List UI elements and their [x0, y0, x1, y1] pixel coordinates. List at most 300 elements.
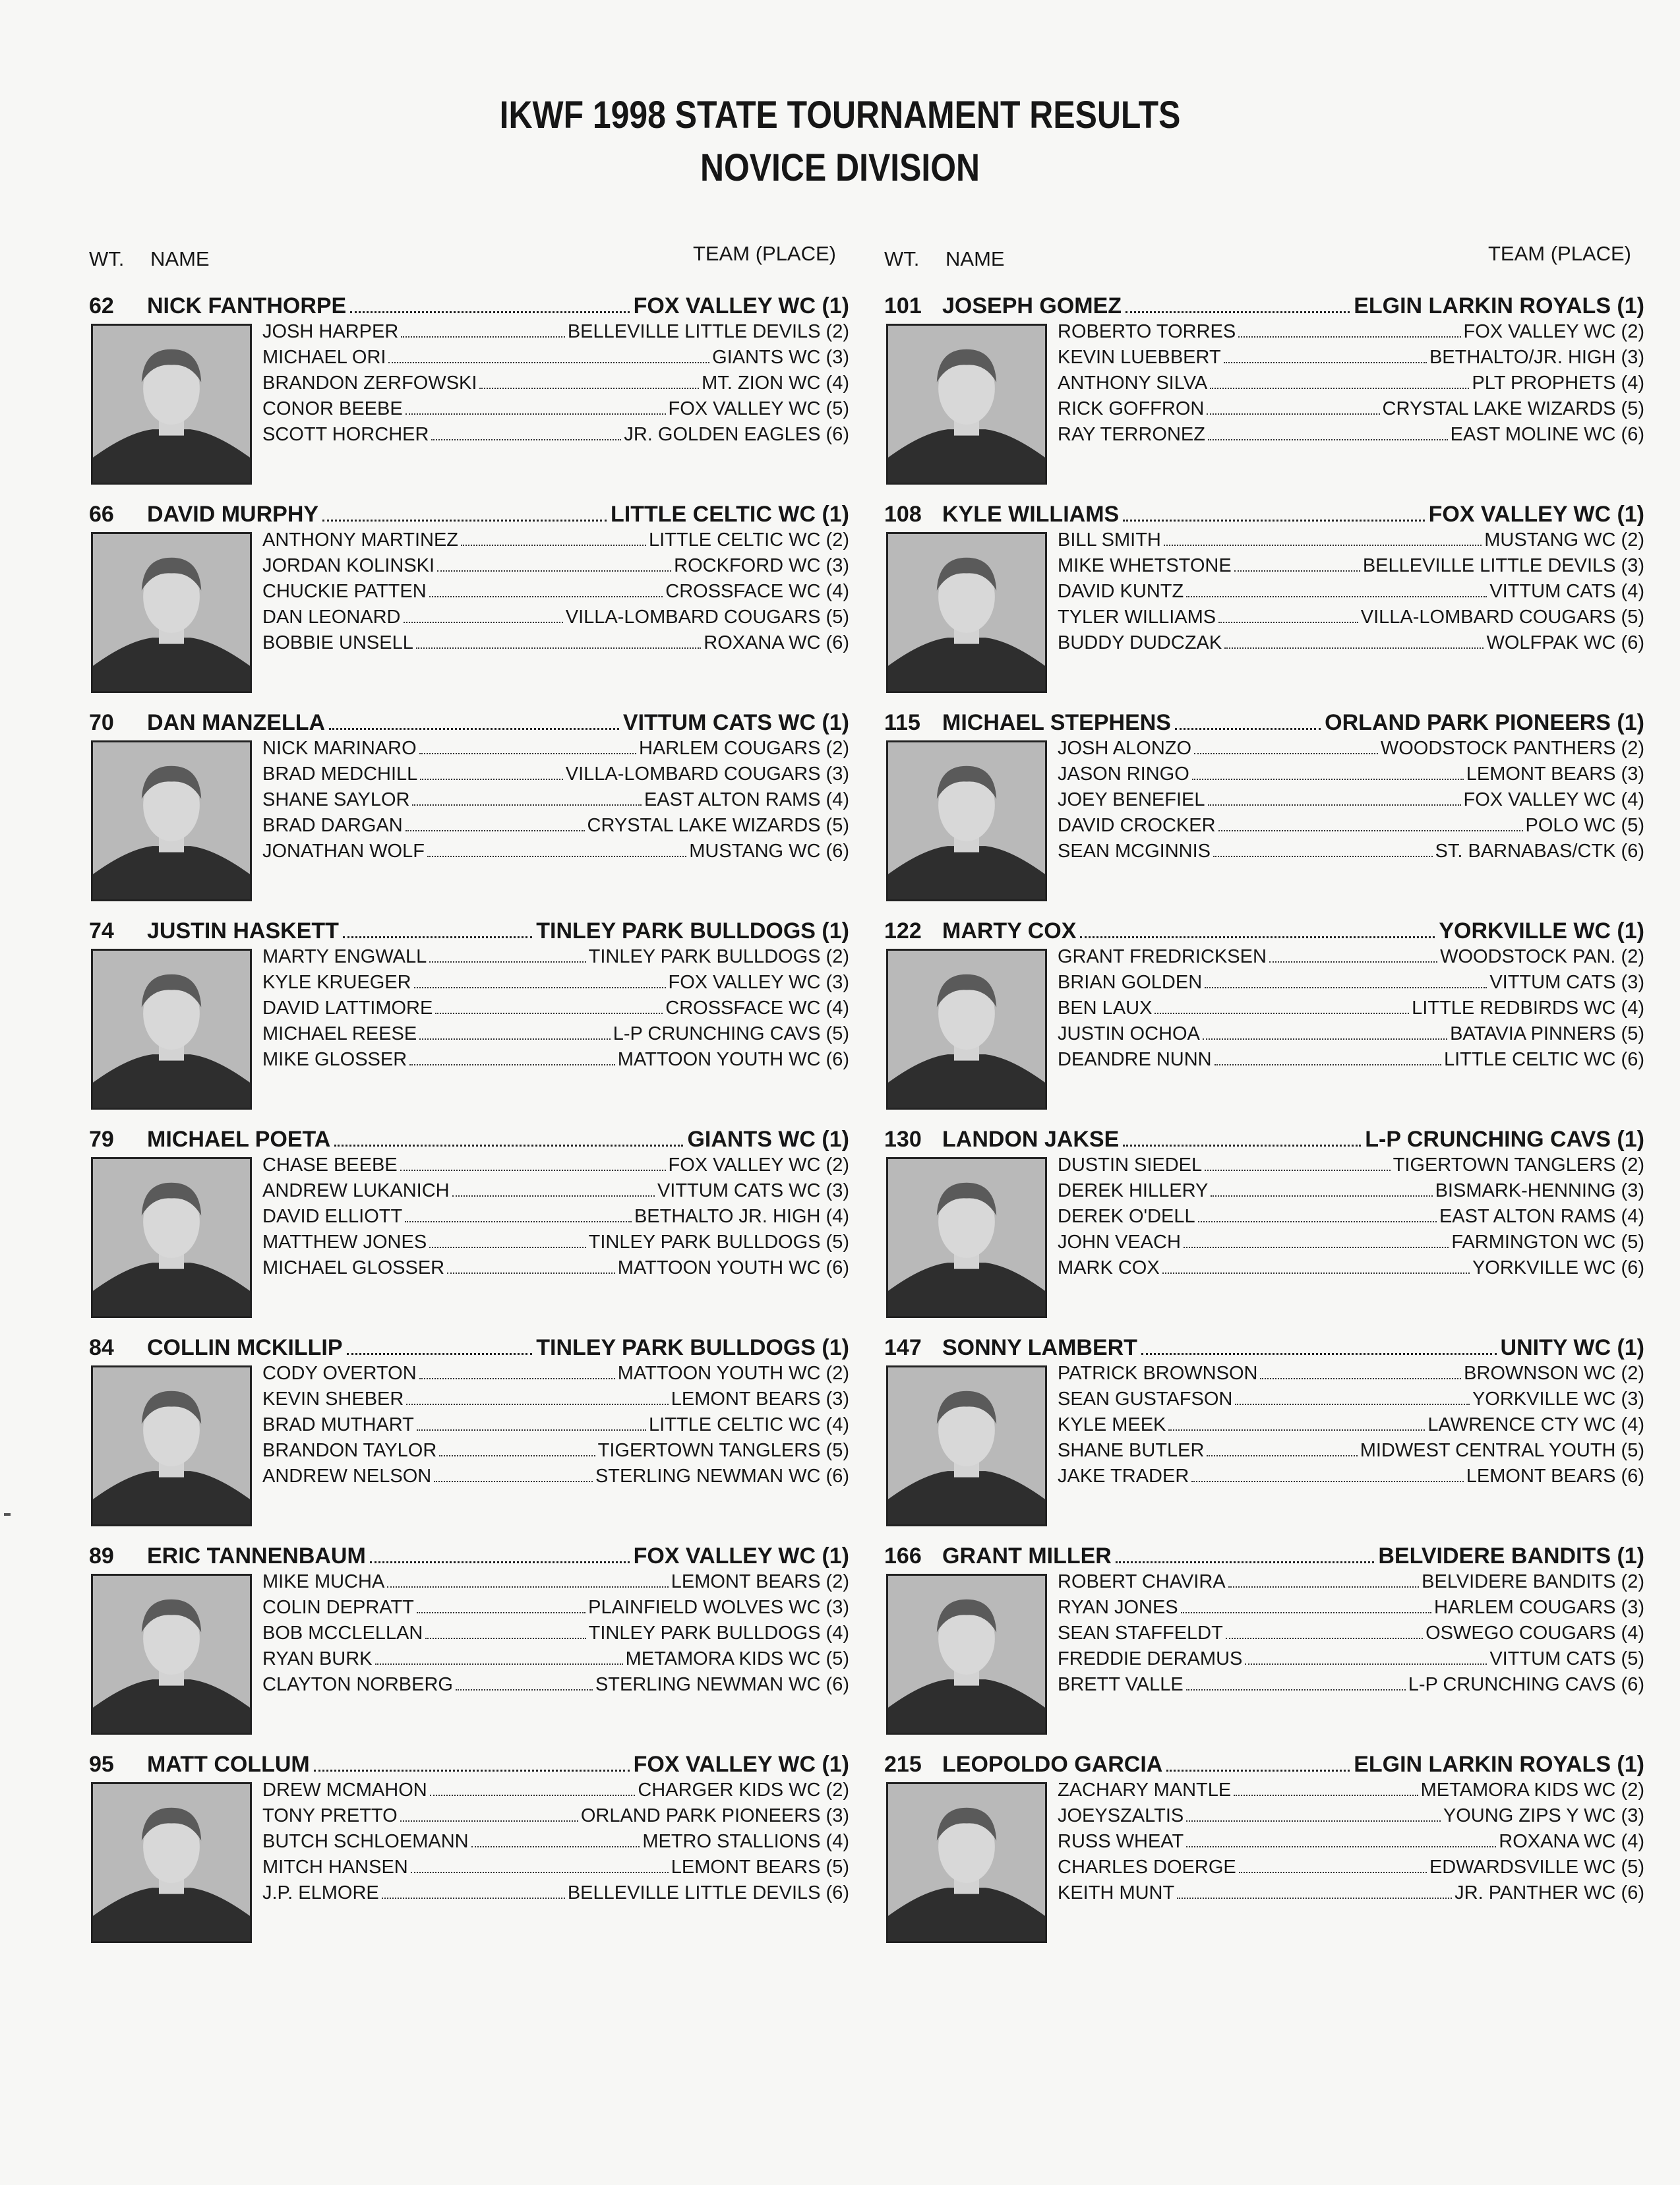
placer-row [1058, 1674, 1644, 1700]
placer-name: J.P. ELMORE [262, 1882, 379, 1903]
placer-name: CLAYTON NORBERG [262, 1674, 453, 1695]
leader-dots [1186, 1807, 1441, 1822]
leader-dots [456, 1676, 593, 1691]
placer-team: JR. PANTHER WC (6) [1455, 1882, 1644, 1903]
placer-row [1058, 738, 1644, 763]
placer-row [1058, 1466, 1644, 1491]
placer-name: DAVID CROCKER [1058, 815, 1216, 836]
placer-name: GRANT FREDRICKSEN [1058, 946, 1267, 967]
champion-photo [886, 1574, 1047, 1735]
leader-dots [405, 1208, 632, 1222]
weight-label: 74 [89, 918, 114, 943]
placer-team: TIGERTOWN TANGLERS (5) [597, 1440, 849, 1461]
placer-team: TINLEY PARK BULLDOGS (2) [588, 946, 849, 967]
placer-row [262, 424, 849, 450]
leader-dots [1224, 349, 1427, 363]
champion-name: GRANT MILLER [942, 1543, 1112, 1569]
placer-team: ROXANA WC (6) [704, 632, 849, 653]
placer-row [262, 1206, 849, 1232]
placer-name: MIKE GLOSSER [262, 1049, 407, 1070]
header-wt: WT. [884, 247, 920, 270]
placer-name: BOB MCCLELLAN [262, 1623, 423, 1644]
placer-row [1058, 373, 1644, 398]
placers-list [262, 1571, 849, 1700]
placers-list [1058, 1154, 1644, 1283]
leader-dots [461, 531, 646, 546]
placer-row [1058, 1363, 1644, 1389]
leader-dots [1186, 1833, 1496, 1847]
weight-class-101 [880, 293, 1644, 498]
placer-team: STERLING NEWMAN WC (6) [595, 1466, 849, 1487]
leader-dots [1116, 1545, 1375, 1563]
champion-row [84, 918, 849, 946]
champion-team: TINLEY PARK BULLDOGS (1) [536, 1335, 849, 1360]
placer-name: ANTHONY MARTINEZ [262, 529, 459, 551]
weight-class-89 [84, 1543, 849, 1748]
placer-row [262, 529, 849, 555]
placer-name: JONATHAN WOLF [262, 841, 425, 862]
placer-team: LITTLE CELTIC WC (6) [1444, 1049, 1644, 1070]
weight-label: 130 [884, 1127, 922, 1152]
champion-name: DAVID MURPHY [147, 502, 319, 527]
placer-name: MATTHEW JONES [262, 1232, 427, 1253]
placer-team: VITTUM CATS WC (3) [657, 1180, 849, 1201]
placers-list [1058, 1363, 1644, 1491]
right-column [880, 241, 1644, 1903]
champion-team: VITTUM CATS WC (1) [622, 710, 849, 735]
weight-class-70 [84, 710, 849, 914]
placer-row [262, 789, 849, 815]
placer-row [1058, 1257, 1644, 1283]
placer-team: WOODSTOCK PANTHERS (2) [1380, 738, 1644, 759]
placer-row [1058, 1206, 1644, 1232]
leader-dots [1123, 1129, 1361, 1147]
champion-row [84, 1543, 849, 1571]
placers-list [1058, 738, 1644, 866]
placer-team: CRYSTAL LAKE WIZARDS (5) [587, 815, 849, 836]
placer-team: EAST MOLINE WC (6) [1450, 424, 1644, 445]
placer-row [262, 763, 849, 789]
placer-team: GIANTS WC (3) [712, 347, 849, 368]
placer-team: VITTUM CATS (3) [1489, 972, 1644, 993]
leader-dots [400, 1156, 666, 1171]
placer-row [262, 1232, 849, 1257]
placer-row [262, 998, 849, 1023]
placer-team: LEMONT BEARS (3) [1466, 763, 1644, 785]
placer-row [1058, 1648, 1644, 1674]
placer-row [262, 815, 849, 841]
placer-team: POLO WC (5) [1525, 815, 1644, 836]
placer-name: BRAD DARGAN [262, 815, 403, 836]
champion-name: MICHAEL STEPHENS [942, 710, 1171, 735]
placer-row [262, 1857, 849, 1882]
placer-team: MATTOON YOUTH WC (2) [617, 1363, 849, 1384]
placer-name: JUSTIN OCHOA [1058, 1023, 1200, 1044]
champion-name: DAN MANZELLA [147, 710, 326, 735]
placer-row [262, 321, 849, 347]
weight-label: 122 [884, 918, 922, 943]
placer-name: DAVID ELLIOTT [262, 1206, 403, 1227]
column-header [84, 241, 849, 274]
placer-row [262, 972, 849, 998]
placer-team: LEMONT BEARS (5) [671, 1857, 849, 1878]
placer-name: ROBERTO TORRES [1058, 321, 1236, 342]
weight-label: 215 [884, 1752, 922, 1777]
leader-dots [479, 374, 699, 389]
title-line-2: NOVICE DIVISION [700, 146, 980, 189]
champion-name: COLLIN MCKILLIP [147, 1335, 343, 1360]
placer-row [1058, 841, 1644, 866]
placer-team: MIDWEST CENTRAL YOUTH (5) [1360, 1440, 1644, 1461]
placer-row [1058, 1857, 1644, 1882]
leader-dots [412, 791, 641, 806]
champion-name: ERIC TANNENBAUM [147, 1543, 366, 1569]
leader-dots [1203, 1025, 1447, 1040]
weight-label: 147 [884, 1335, 922, 1360]
leader-dots [1175, 712, 1321, 730]
champion-photo [886, 1782, 1047, 1943]
placer-name: BRETT VALLE [1058, 1674, 1184, 1695]
placers-list [1058, 1780, 1644, 1908]
placer-team: METAMORA KIDS WC (2) [1420, 1780, 1644, 1801]
placer-name: RYAN BURK [262, 1648, 373, 1669]
champion-photo [886, 1157, 1047, 1318]
champion-photo [886, 1365, 1047, 1526]
placer-name: BRANDON TAYLOR [262, 1440, 437, 1461]
champion-row [880, 1127, 1644, 1154]
champion-team: UNITY WC (1) [1500, 1335, 1644, 1360]
placer-team: CROSSFACE WC (4) [665, 998, 849, 1019]
placer-row [1058, 1805, 1644, 1831]
placer-row [262, 841, 849, 866]
placer-name: JOSH HARPER [262, 321, 399, 342]
leader-dots [405, 817, 585, 831]
weight-label: 95 [89, 1752, 114, 1777]
champion-team: YORKVILLE WC (1) [1439, 918, 1644, 943]
placers-list [262, 1154, 849, 1283]
weight-class-215 [880, 1752, 1644, 1956]
placer-team: FOX VALLEY WC (4) [1463, 789, 1644, 810]
placer-row [262, 1180, 849, 1206]
leader-dots [388, 349, 709, 363]
placers-list [262, 1780, 849, 1908]
leader-dots [430, 1781, 636, 1796]
header-team: TEAM (PLACE) [1487, 242, 1631, 265]
leader-dots [1207, 400, 1379, 415]
placer-team: ST. BARNABAS/CTK (6) [1435, 841, 1644, 862]
placer-team: LAWRENCE CTY WC (4) [1427, 1414, 1644, 1435]
placer-team: JR. GOLDEN EAGLES (6) [624, 424, 849, 445]
weight-label: 70 [89, 710, 114, 735]
champion-photo [91, 1782, 252, 1943]
champion-team: ELGIN LARKIN ROYALS (1) [1354, 1752, 1644, 1777]
placer-team: LITTLE REDBIRDS WC (4) [1412, 998, 1644, 1019]
champion-name: MICHAEL POETA [147, 1127, 331, 1152]
placer-row [262, 1257, 849, 1283]
placer-row [262, 738, 849, 763]
leader-dots [347, 1337, 533, 1355]
placer-name: ANTHONY SILVA [1058, 373, 1208, 394]
champion-name: KYLE WILLIAMS [942, 502, 1120, 527]
placer-team: YOUNG ZIPS Y WC (3) [1443, 1805, 1644, 1826]
placer-name: KEITH MUNT [1058, 1882, 1175, 1903]
placer-row [262, 1831, 849, 1857]
leader-dots [1218, 609, 1358, 623]
placer-team: YORKVILLE WC (3) [1472, 1389, 1644, 1410]
placer-row [1058, 1882, 1644, 1908]
placer-row [262, 347, 849, 373]
champion-photo [91, 740, 252, 901]
leader-dots [1205, 1156, 1390, 1171]
placer-team: BELLEVILLE LITTLE DEVILS (6) [567, 1882, 849, 1903]
placer-team: BETHALTO JR. HIGH (4) [634, 1206, 849, 1227]
leader-dots [411, 1859, 669, 1873]
weight-class-147 [880, 1335, 1644, 1540]
placer-row [262, 607, 849, 632]
weight-label: 62 [89, 293, 114, 318]
placer-team: FOX VALLEY WC (5) [668, 398, 849, 419]
leader-dots [375, 1650, 623, 1665]
leader-dots [387, 1573, 669, 1588]
leader-dots [429, 1234, 585, 1248]
placer-name: RAY TERRONEZ [1058, 424, 1205, 445]
placer-row [1058, 1232, 1644, 1257]
leader-dots [1198, 1208, 1437, 1222]
placer-row [262, 1805, 849, 1831]
champion-row [880, 502, 1644, 529]
placer-name: BRAD MEDCHILL [262, 763, 418, 785]
champion-team: FOX VALLEY WC (1) [1428, 502, 1644, 527]
placer-name: NICK MARINARO [262, 738, 417, 759]
champion-row [880, 1335, 1644, 1363]
placer-name: RYAN JONES [1058, 1597, 1178, 1618]
leader-dots [1234, 557, 1360, 572]
leader-dots [1164, 531, 1482, 546]
placer-name: RICK GOFFRON [1058, 398, 1205, 419]
placer-name: SHANE BUTLER [1058, 1440, 1205, 1461]
champion-photo [886, 949, 1047, 1110]
placer-team: VILLA-LOMBARD COUGARS (5) [565, 607, 849, 628]
champion-row [84, 293, 849, 321]
placer-team: CRYSTAL LAKE WIZARDS (5) [1382, 398, 1644, 419]
left-column [84, 241, 849, 1903]
placer-team: CROSSFACE WC (4) [665, 581, 849, 602]
placer-name: DREW MCMAHON [262, 1780, 427, 1801]
leader-dots [382, 1884, 565, 1899]
leader-dots [1181, 1599, 1431, 1613]
leader-dots [1168, 1416, 1425, 1431]
placer-name: MIKE WHETSTONE [1058, 555, 1232, 576]
leader-dots [1155, 1000, 1409, 1014]
placer-team: MT. ZION WC (4) [702, 373, 849, 394]
weight-class-62 [84, 293, 849, 498]
leader-dots [1177, 1884, 1452, 1899]
placer-team: VILLA-LOMBARD COUGARS (3) [565, 763, 849, 785]
placer-row [262, 1023, 849, 1049]
weight-class-108 [880, 502, 1644, 706]
placer-name: JOEY BENEFIEL [1058, 789, 1205, 810]
placer-name: COLIN DEPRATT [262, 1597, 414, 1618]
placer-name: ANDREW NELSON [262, 1466, 432, 1487]
placers-list [262, 529, 849, 658]
placer-team: BELLEVILLE LITTLE DEVILS (3) [1362, 555, 1644, 576]
champion-photo [91, 324, 252, 485]
champion-team: ELGIN LARKIN ROYALS (1) [1354, 293, 1644, 318]
champion-name: LANDON JAKSE [942, 1127, 1120, 1152]
placer-team: YORKVILLE WC (6) [1472, 1257, 1644, 1278]
placer-name: ROBERT CHAVIRA [1058, 1571, 1226, 1592]
leader-dots [437, 557, 671, 572]
header-wt: WT. [89, 247, 125, 270]
placer-row [1058, 529, 1644, 555]
champion-photo [91, 1157, 252, 1318]
placer-name: BRAD MUTHART [262, 1414, 414, 1435]
placer-name: BRIAN GOLDEN [1058, 972, 1203, 993]
placer-row [1058, 555, 1644, 581]
placer-row [1058, 763, 1644, 789]
placer-row [1058, 1414, 1644, 1440]
leader-dots [447, 1259, 615, 1274]
champion-name: MATT COLLUM [147, 1752, 310, 1777]
placer-name: SCOTT HORCHER [262, 424, 429, 445]
placer-name: BUTCH SCHLOEMANN [262, 1831, 469, 1852]
placer-row [1058, 347, 1644, 373]
placer-name: DUSTIN SIEDEL [1058, 1154, 1203, 1176]
leader-dots [1191, 1468, 1464, 1482]
placer-team: FOX VALLEY WC (2) [1463, 321, 1644, 342]
leader-dots [417, 1599, 585, 1613]
leader-dots [1186, 1676, 1406, 1691]
weight-label: 79 [89, 1127, 114, 1152]
placer-team: PLT PROPHETS (4) [1472, 373, 1644, 394]
champion-name: JOSEPH GOMEZ [942, 293, 1122, 318]
placer-name: BRANDON ZERFOWSKI [262, 373, 477, 394]
weight-class-166 [880, 1543, 1644, 1748]
champion-photo [886, 532, 1047, 693]
placer-team: FOX VALLEY WC (2) [668, 1154, 849, 1176]
placer-name: KYLE KRUEGER [262, 972, 411, 993]
placer-team: ROCKFORD WC (3) [674, 555, 849, 576]
champion-team: L-P CRUNCHING CAVS (1) [1365, 1127, 1644, 1152]
placer-row [262, 373, 849, 398]
placer-name: JOHN VEACH [1058, 1232, 1181, 1253]
leader-dots [417, 1416, 646, 1431]
champion-row [84, 1127, 849, 1154]
weight-class-130 [880, 1127, 1644, 1331]
placer-name: BEN LAUX [1058, 998, 1153, 1019]
placer-row [1058, 1623, 1644, 1648]
placer-name: FREDDIE DERAMUS [1058, 1648, 1243, 1669]
placer-team: CHARGER KIDS WC (2) [638, 1780, 849, 1801]
leader-dots [322, 504, 607, 522]
champion-photo [91, 1574, 252, 1735]
placer-name: RUSS WHEAT [1058, 1831, 1184, 1852]
placers-list [1058, 946, 1644, 1075]
placer-name: CHARLES DOERGE [1058, 1857, 1236, 1878]
placer-name: SEAN STAFFELDT [1058, 1623, 1223, 1644]
placer-name: JASON RINGO [1058, 763, 1189, 785]
placer-row [262, 1597, 849, 1623]
placer-name: DAN LEONARD [262, 607, 401, 628]
leader-dots [1186, 583, 1487, 597]
leader-dots [431, 426, 621, 440]
placer-row [1058, 1389, 1644, 1414]
leader-dots [419, 1025, 611, 1040]
weight-class-95 [84, 1752, 849, 1956]
placer-team: EAST ALTON RAMS (4) [1439, 1206, 1644, 1227]
placer-team: TIGERTOWN TANGLERS (2) [1393, 1154, 1644, 1176]
placer-team: BATAVIA PINNERS (5) [1450, 1023, 1644, 1044]
placer-team: OSWEGO COUGARS (4) [1425, 1623, 1644, 1644]
placer-name: CONOR BEEBE [262, 398, 403, 419]
placers-list [262, 946, 849, 1075]
placers-list [262, 1363, 849, 1491]
leader-dots [427, 843, 686, 857]
leader-dots [1224, 634, 1484, 649]
champion-photo [91, 532, 252, 693]
placer-name: DEANDRE NUNN [1058, 1049, 1212, 1070]
leader-dots [425, 1625, 585, 1639]
placer-name: DAVID KUNTZ [1058, 581, 1184, 602]
leader-dots [329, 712, 619, 730]
weight-class-79 [84, 1127, 849, 1331]
placer-row [262, 581, 849, 607]
leader-dots [1226, 1625, 1423, 1639]
leader-dots [1125, 295, 1350, 313]
placer-name: BOBBIE UNSELL [262, 632, 413, 653]
leader-dots [1211, 1182, 1432, 1197]
placer-team: LITTLE CELTIC WC (4) [649, 1414, 849, 1435]
placer-row [262, 1154, 849, 1180]
placer-team: VITTUM CATS (4) [1489, 581, 1644, 602]
placer-name: MARTY ENGWALL [262, 946, 427, 967]
champion-team: FOX VALLEY WC (1) [633, 1752, 849, 1777]
placer-name: ZACHARY MANTLE [1058, 1780, 1232, 1801]
champion-photo [886, 324, 1047, 485]
placer-name: MICHAEL REESE [262, 1023, 417, 1044]
champion-row [84, 1335, 849, 1363]
placer-row [1058, 1180, 1644, 1206]
placer-team: ORLAND PARK PIONEERS (3) [580, 1805, 849, 1826]
placer-row [1058, 398, 1644, 424]
placer-row [1058, 1780, 1644, 1805]
champion-photo [91, 949, 252, 1110]
leader-dots [1238, 323, 1460, 338]
leader-dots [1208, 791, 1461, 806]
placer-team: FOX VALLEY WC (3) [668, 972, 849, 993]
placer-name: JOEYSZALTIS [1058, 1805, 1184, 1826]
champion-team: FOX VALLEY WC (1) [633, 293, 849, 318]
placer-row [1058, 1023, 1644, 1049]
placer-row [262, 1623, 849, 1648]
placer-name: JORDAN KOLINSKI [262, 555, 435, 576]
champion-team: ORLAND PARK PIONEERS (1) [1325, 710, 1644, 735]
placer-name: PATRICK BROWNSON [1058, 1363, 1258, 1384]
leader-dots [314, 1754, 630, 1772]
placer-name: KEVIN SHEBER [262, 1389, 404, 1410]
placer-team: L-P CRUNCHING CAVS (5) [613, 1023, 849, 1044]
placer-row [1058, 946, 1644, 972]
placer-team: EAST ALTON RAMS (4) [644, 789, 849, 810]
placer-row [1058, 632, 1644, 658]
leader-dots [1210, 374, 1469, 389]
placer-team: MATTOON YOUTH WC (6) [617, 1257, 849, 1278]
placer-row [262, 1674, 849, 1700]
placer-row [1058, 1049, 1644, 1075]
placer-team: BELVIDERE BANDITS (2) [1422, 1571, 1644, 1592]
placer-team: VITTUM CATS (5) [1489, 1648, 1644, 1669]
leader-dots [439, 1442, 595, 1456]
